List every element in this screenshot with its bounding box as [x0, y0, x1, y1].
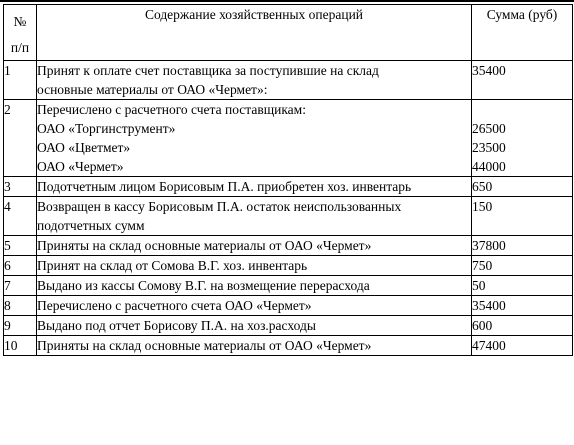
row-number: 7: [4, 276, 37, 296]
table-row: [4, 316, 573, 336]
table-body: [4, 61, 573, 356]
row-description: [37, 177, 472, 197]
table-row: [4, 236, 573, 256]
sum-value: 35400: [472, 63, 506, 78]
row-number: 5: [4, 236, 37, 256]
header-content: Содержание хозяйственных операций: [37, 5, 472, 61]
description-line: Выдано под отчет Борисову П.А. на хоз.расходы: [37, 318, 316, 333]
row-sum: [472, 296, 573, 316]
table-row: [4, 276, 573, 296]
row-description: [37, 276, 472, 296]
description-line: Перечислено с расчетного счета ОАО «Чермет»: [37, 298, 312, 313]
row-description: [37, 316, 472, 336]
description-line: ОАО «Торгинструмент»: [37, 121, 176, 136]
description-line: подотчетных сумм: [37, 218, 145, 233]
sum-value: 37800: [472, 238, 506, 253]
row-description: [37, 100, 472, 177]
table-row: [4, 100, 573, 177]
table-row: [4, 296, 573, 316]
description-line: ОАО «Чермет»: [37, 159, 124, 174]
description-line: основные материалы от ОАО «Чермет»:: [37, 82, 268, 97]
sum-value: 26500: [472, 121, 506, 136]
row-sum: [472, 100, 573, 177]
row-sum: [472, 236, 573, 256]
row-sum: [472, 276, 573, 296]
sum-value: 600: [472, 318, 493, 333]
operations-table: [3, 4, 573, 356]
table-row: [4, 336, 573, 356]
sum-value: 650: [472, 179, 493, 194]
sum-value: 50: [472, 278, 486, 293]
row-sum: [472, 177, 573, 197]
description-line: Принят на склад от Сомова В.Г. хоз. инвентарь: [37, 258, 308, 273]
table-row: [4, 197, 573, 236]
description-line: ОАО «Цветмет»: [37, 140, 131, 155]
header-number: [4, 5, 37, 61]
row-number: 1: [4, 61, 37, 100]
row-description: [37, 296, 472, 316]
description-line: Приняты на склад основные материалы от ОАО «Чермет»: [37, 338, 372, 353]
row-sum: [472, 336, 573, 356]
sum-value: 150: [472, 199, 493, 214]
row-sum: [472, 61, 573, 100]
table-row: [4, 256, 573, 276]
row-description: [37, 61, 472, 100]
row-number: 10: [4, 336, 37, 356]
sum-value: [472, 100, 572, 119]
row-sum: [472, 316, 573, 336]
row-number: 2: [4, 100, 37, 177]
table-row: [4, 61, 573, 100]
sum-value: 35400: [472, 298, 506, 313]
row-sum: [472, 197, 573, 236]
row-number: 8: [4, 296, 37, 316]
row-description: [37, 236, 472, 256]
row-number: 6: [4, 256, 37, 276]
row-number: 4: [4, 197, 37, 236]
description-line: Выдано из кассы Сомову В.Г. на возмещение перерасхода: [37, 278, 370, 293]
sum-value: 44000: [472, 159, 506, 174]
row-number: 9: [4, 316, 37, 336]
row-description: [37, 336, 472, 356]
description-line: Подотчетным лицом Борисовым П.А. приобретен хоз. инвентарь: [37, 179, 412, 194]
table-row: [4, 177, 573, 197]
description-line: Возвращен в кассу Борисовым П.А. остаток неиспользованных: [37, 199, 402, 214]
header-number-symbol: №: [13, 14, 27, 29]
description-line: Приняты на склад основные материалы от ОАО «Чермет»: [37, 238, 372, 253]
page-top-border: [0, 0, 574, 2]
header-sum: Сумма (руб): [472, 5, 573, 61]
sum-value: 750: [472, 258, 493, 273]
row-description: [37, 256, 472, 276]
row-sum: [472, 256, 573, 276]
description-line: Перечислено с расчетного счета поставщикам:: [37, 102, 306, 117]
sum-value: 47400: [472, 338, 506, 353]
description-line: Принят к оплате счет поставщика за поступившие на склад: [37, 63, 379, 78]
row-description: [37, 197, 472, 236]
table-header-row: [4, 5, 573, 61]
sum-value: 23500: [472, 140, 506, 155]
row-number: 3: [4, 177, 37, 197]
header-number-abbrev: п/п: [10, 40, 30, 55]
